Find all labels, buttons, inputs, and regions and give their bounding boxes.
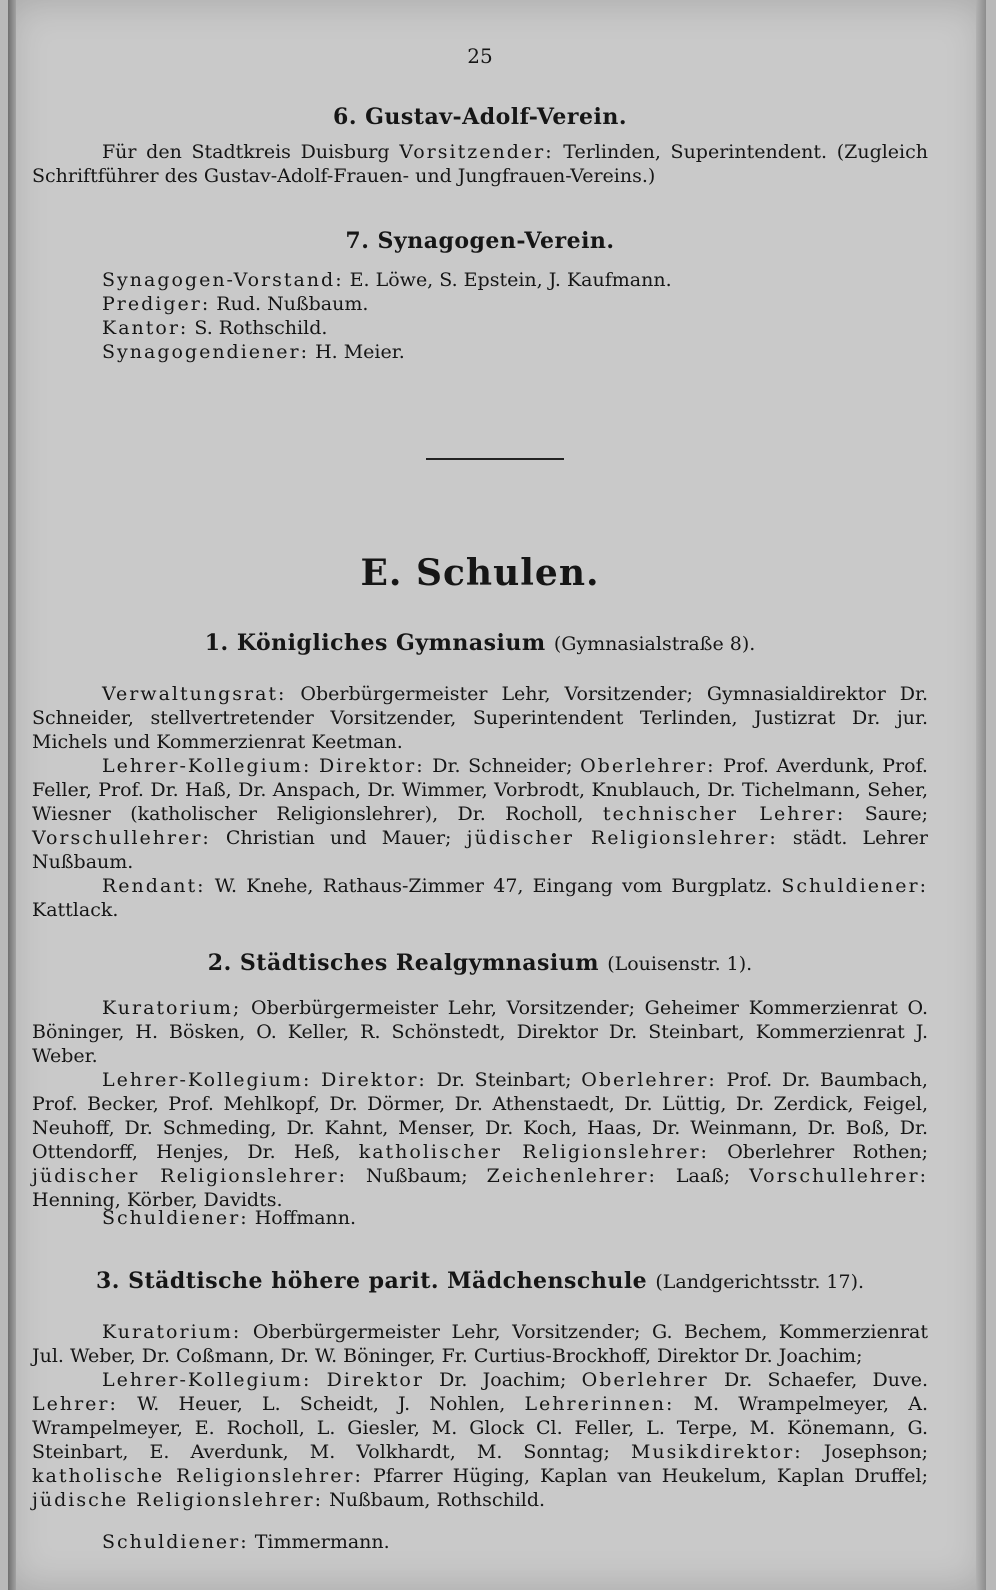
gymnasium-rendant: Rendant: W. Knehe, Rathaus-Zimmer 47, Eingang vom Burgplatz. Schuldiener: Kattlack. (32, 875, 928, 921)
paragraph-gustav-adolf: Für den Stadtkreis Duisburg Vorsitzender: Terlinden, Superintendent. (Zugleich Schriftführer des Gustav-Adolf-Frauen- und Jungfrauen-Vereins.) (32, 141, 929, 187)
heading-realgymnasium: 2. Städtisches Realgymnasium (Louisenstr. 1). (207, 950, 753, 976)
heading-schulen: E. Schulen. (360, 552, 600, 594)
document-page (8, 0, 986, 1590)
maedchenschule-kollegium: Lehrer-Kollegium: Direktor Dr. Joachim; Oberlehrer Dr. Schaefer, Duve. Lehrer: W. Heuer, L. Scheidt, J. Nohlen, Lehrerinnen: M. Wrampelmeyer, A. Wrampelmeyer, E. Rocholl, L. Giesler, M. Glock Cl. Feller, L. Terpe, M. Könemann, G. Steinbart, E. Averdunk, M. Volkhardt, M. Sonntag; Musikdirektor: Josephson; katholische Religionslehrer: Pfarrer Hüging, Kaplan van Heukelum, Kaplan Druffel; jüdische Religionslehrer: Nußbaum, Rothschild. (32, 1369, 928, 1511)
heading-gymnasium: 1. Königliches Gymnasium (Gymnasialstraße 8). (204, 630, 756, 656)
synagogen-line-4: Synagogendiener: H. Meier. (102, 341, 405, 363)
realgymnasium-kuratorium: Kuratorium; Oberbürgermeister Lehr, Vorsitzender; Geheimer Kommerzienrat O. Böninger, H. Bösken, O. Keller, R. Schönstedt, Direktor Dr. Steinbart, Kommerzienrat J. Weber. (32, 997, 928, 1067)
label-vorsitzender: Vorsitzender: (399, 141, 554, 163)
synagogen-line-1: Synagogen-Vorstand: E. Löwe, S. Epstein, J. Kaufmann. (102, 269, 672, 291)
realgymnasium-kollegium: Lehrer-Kollegium: Direktor: Dr. Steinbart; Oberlehrer: Prof. Dr. Baumbach, Prof. Becker, Prof. Mehlkopf, Dr. Dörmer, Dr. Athenstaedt, Dr. Lüttig, Dr. Zerdick, Feigel, Neuhoff, Dr. Schmeding, Dr. Kahnt, Menser, Dr. Koch, Haas, Dr. Weinmann, Dr. Boß, Dr. Ottendorff, Henjes, Dr. Heß, katholischer Religionslehrer: Oberlehrer Rothen; jüdischer Religionslehrer: Nußbaum; Zeichenlehrer: Laaß; Vorschullehrer: Henning, Körber, Davidts. (32, 1069, 929, 1211)
heading-gustav-adolf-verein: 6. Gustav-Adolf-Verein. (333, 104, 627, 130)
maedchenschule-kuratorium: Kuratorium: Oberbürgermeister Lehr, Vorsitzender; G. Bechem, Kommerzienrat Jul. Weber, Dr. Coßmann, Dr. W. Böninger, Fr. Curtius-Brockhoff, Direktor Dr. Joachim; (32, 1321, 929, 1367)
gymnasium-kollegium: Lehrer-Kollegium: Direktor: Dr. Schneider; Oberlehrer: Prof. Averdunk, Prof. Feller, Prof. Dr. Haß, Dr. Anspach, Dr. Wimmer, Vorbrodt, Knublauch, Dr. Tichelmann, Seher, Wiesner (katholischer Religionslehrer), Dr. Rocholl, technischer Lehrer: Saure; Vorschullehrer: Christian und Mauer; jüdischer Religionslehrer: städt. Lehrer Nußbaum. (32, 755, 928, 873)
gymnasium-verwaltungsrat: Verwaltungsrat: Oberbürgermeister Lehr, Vorsitzender; Gymnasialdirektor Dr. Schneider, stellvertretender Vorsitzender, Superintendent Terlinden, Justizrat Dr. jur. Michels und Kommerzienrat Keetman. (32, 683, 928, 753)
realgymnasium-schuldiener: Schuldiener: Hoffmann. (102, 1207, 357, 1229)
synagogen-line-3: Kantor: S. Rothschild. (102, 317, 328, 339)
maedchenschule-schuldiener: Schuldiener: Timmermann. (102, 1531, 390, 1553)
heading-maedchenschule: 3. Städtische höhere parit. Mädchenschule (Landgerichtsstr. 17). (95, 1268, 865, 1294)
heading-synagogen-verein: 7. Synagogen-Verein. (345, 228, 615, 254)
page-edge (976, 0, 986, 1590)
section-divider (426, 458, 564, 460)
synagogen-line-2: Prediger: Rud. Nußbaum. (102, 293, 369, 315)
binding-edge (8, 0, 16, 1590)
page-number: 25 (467, 44, 493, 68)
